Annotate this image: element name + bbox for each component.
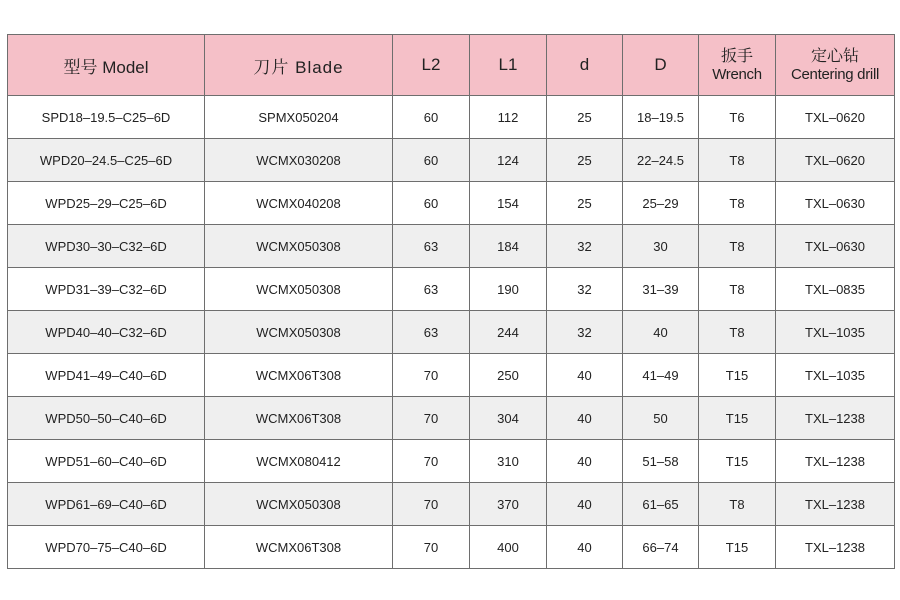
cell-blade: WCMX06T308 (205, 397, 393, 440)
cell-model: WPD20–24.5–C25–6D (8, 139, 205, 182)
header-row (8, 35, 895, 96)
cell-drill: TXL–0630 (776, 182, 895, 225)
cell-d-small: 40 (547, 397, 623, 440)
cell-d-small: 40 (547, 440, 623, 483)
header-l2: L2 (393, 35, 470, 96)
cell-d-large: 51–58 (623, 440, 699, 483)
table-row (8, 96, 895, 139)
cell-d-small: 32 (547, 225, 623, 268)
cell-d-large: 66–74 (623, 526, 699, 569)
header-drill (776, 35, 895, 96)
cell-l2: 60 (393, 96, 470, 139)
cell-blade: WCMX06T308 (205, 354, 393, 397)
cell-model: SPD18–19.5–C25–6D (8, 96, 205, 139)
cell-l2: 60 (393, 139, 470, 182)
cell-model: WPD51–60–C40–6D (8, 440, 205, 483)
header-drill-cn: 定心钻 (810, 47, 859, 65)
table-row (8, 311, 895, 354)
header-wrench-en: Wrench (712, 65, 762, 83)
cell-d-large: 31–39 (623, 268, 699, 311)
cell-drill: TXL–0630 (776, 225, 895, 268)
table-row (8, 354, 895, 397)
cell-d-small: 25 (547, 182, 623, 225)
cell-blade: WCMX050308 (205, 225, 393, 268)
cell-l2: 70 (393, 397, 470, 440)
table-row (8, 440, 895, 483)
table-row (8, 397, 895, 440)
cell-l1: 304 (470, 397, 547, 440)
cell-drill: TXL–1035 (776, 311, 895, 354)
cell-wrench: T15 (699, 397, 776, 440)
cell-l1: 184 (470, 225, 547, 268)
cell-d-large: 41–49 (623, 354, 699, 397)
header-model: 型号 Model (8, 35, 205, 96)
cell-drill: TXL–0835 (776, 268, 895, 311)
cell-d-large: 30 (623, 225, 699, 268)
header-l1: L1 (470, 35, 547, 96)
cell-d-small: 40 (547, 483, 623, 526)
cell-drill: TXL–1238 (776, 397, 895, 440)
cell-wrench: T15 (699, 440, 776, 483)
cell-blade: WCMX050308 (205, 483, 393, 526)
cell-l1: 244 (470, 311, 547, 354)
cell-d-small: 32 (547, 311, 623, 354)
cell-drill: TXL–1238 (776, 483, 895, 526)
table-row (8, 225, 895, 268)
cell-blade: WCMX040208 (205, 182, 393, 225)
cell-drill: TXL–1035 (776, 354, 895, 397)
table-row (8, 483, 895, 526)
cell-d-small: 25 (547, 139, 623, 182)
header-d-large: D (623, 35, 699, 96)
cell-blade: SPMX050204 (205, 96, 393, 139)
cell-l1: 400 (470, 526, 547, 569)
table-header (8, 35, 895, 96)
cell-l2: 63 (393, 268, 470, 311)
header-d-small: d (547, 35, 623, 96)
cell-l1: 124 (470, 139, 547, 182)
table-row (8, 139, 895, 182)
cell-wrench: T8 (699, 268, 776, 311)
table-row (8, 268, 895, 311)
cell-model: WPD40–40–C32–6D (8, 311, 205, 354)
cell-model: WPD70–75–C40–6D (8, 526, 205, 569)
cell-d-large: 50 (623, 397, 699, 440)
cell-l1: 154 (470, 182, 547, 225)
cell-wrench: T8 (699, 225, 776, 268)
cell-l2: 70 (393, 440, 470, 483)
cell-l1: 250 (470, 354, 547, 397)
cell-model: WPD61–69–C40–6D (8, 483, 205, 526)
table-row (8, 526, 895, 569)
table-body (8, 96, 895, 569)
cell-drill: TXL–0620 (776, 139, 895, 182)
cell-d-small: 40 (547, 526, 623, 569)
cell-l1: 190 (470, 268, 547, 311)
cell-l2: 60 (393, 182, 470, 225)
cell-wrench: T8 (699, 311, 776, 354)
header-blade: 刀片 Blade (205, 35, 393, 96)
cell-d-large: 22–24.5 (623, 139, 699, 182)
cell-d-large: 25–29 (623, 182, 699, 225)
cell-wrench: T8 (699, 483, 776, 526)
cell-l1: 370 (470, 483, 547, 526)
cell-d-small: 40 (547, 354, 623, 397)
header-wrench (699, 35, 776, 96)
cell-d-small: 32 (547, 268, 623, 311)
cell-d-large: 18–19.5 (623, 96, 699, 139)
cell-model: WPD31–39–C32–6D (8, 268, 205, 311)
cell-blade: WCMX050308 (205, 268, 393, 311)
cell-model: WPD30–30–C32–6D (8, 225, 205, 268)
cell-l2: 63 (393, 225, 470, 268)
cell-wrench: T15 (699, 526, 776, 569)
cell-l2: 70 (393, 526, 470, 569)
table-row (8, 182, 895, 225)
cell-d-small: 25 (547, 96, 623, 139)
cell-l1: 310 (470, 440, 547, 483)
cell-drill: TXL–1238 (776, 526, 895, 569)
cell-d-large: 61–65 (623, 483, 699, 526)
cell-blade: WCMX080412 (205, 440, 393, 483)
cell-model: WPD25–29–C25–6D (8, 182, 205, 225)
cell-model: WPD50–50–C40–6D (8, 397, 205, 440)
cell-wrench: T15 (699, 354, 776, 397)
cell-wrench: T8 (699, 182, 776, 225)
cell-model: WPD41–49–C40–6D (8, 354, 205, 397)
cell-l1: 112 (470, 96, 547, 139)
cell-blade: WCMX050308 (205, 311, 393, 354)
cell-d-large: 40 (623, 311, 699, 354)
cell-l2: 70 (393, 483, 470, 526)
header-drill-en: Centering drill (790, 65, 880, 83)
cell-drill: TXL–1238 (776, 440, 895, 483)
cell-l2: 63 (393, 311, 470, 354)
cell-blade: WCMX06T308 (205, 526, 393, 569)
cell-blade: WCMX030208 (205, 139, 393, 182)
spec-table (7, 34, 895, 569)
header-wrench-cn: 扳手 (720, 47, 753, 65)
cell-drill: TXL–0620 (776, 96, 895, 139)
cell-wrench: T6 (699, 96, 776, 139)
cell-wrench: T8 (699, 139, 776, 182)
cell-l2: 70 (393, 354, 470, 397)
